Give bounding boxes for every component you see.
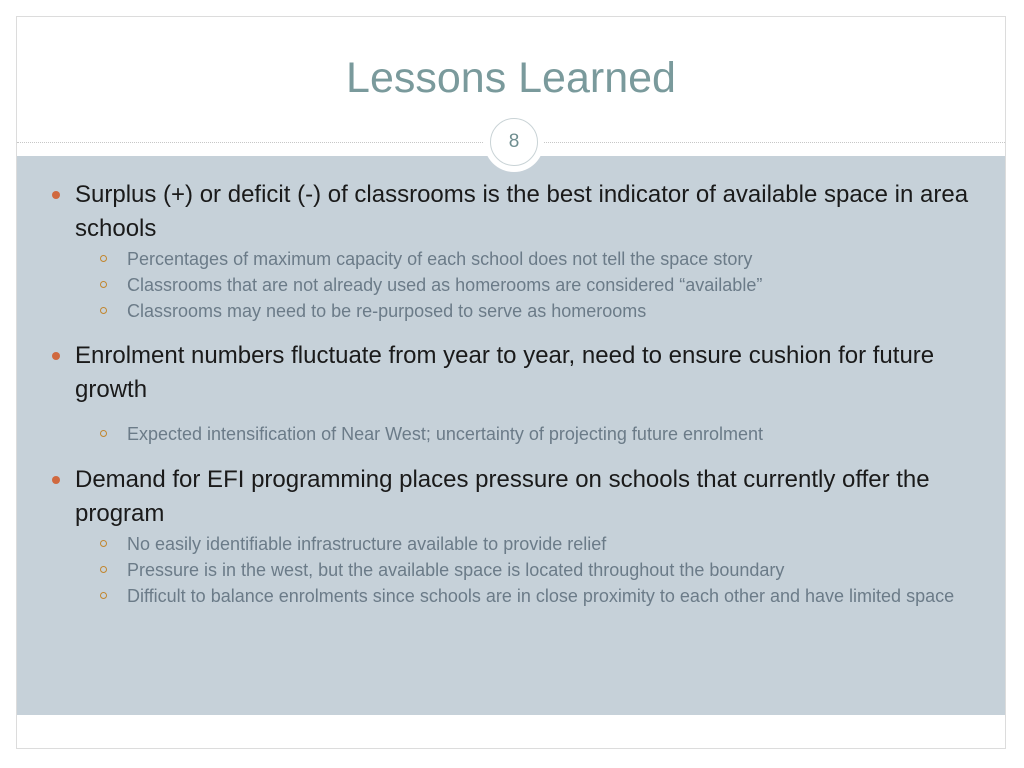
bullet-item <box>17 178 1005 324</box>
circle-bullet-icon <box>100 307 107 314</box>
sub-bullet-item <box>17 583 1005 609</box>
circle-bullet-icon <box>100 592 107 599</box>
sub-bullet-item <box>17 246 1005 272</box>
sub-bullet-item <box>17 531 1005 557</box>
circle-bullet-icon <box>100 281 107 288</box>
sub-bullet-item <box>17 272 1005 298</box>
circle-bullet-icon <box>100 566 107 573</box>
bullet-text: Surplus (+) or deficit (-) of classrooms is the best indicator of available space in area schools <box>75 181 969 242</box>
bullet-dot-icon <box>52 191 60 199</box>
bullet-text-wrap <box>17 178 1005 246</box>
sub-bullet-item <box>17 421 1005 447</box>
slide-title: Lessons Learned <box>346 54 676 102</box>
bullet-item <box>17 463 1005 609</box>
circle-bullet-icon <box>100 430 107 437</box>
bullet-text: Demand for EFI programming places pressure on schools that currently offer the program <box>75 466 930 527</box>
sub-bullet-text: Pressure is in the west, but the available space is located throughout the boundary <box>127 560 785 580</box>
sub-bullet-text: Percentages of maximum capacity of each school does not tell the space story <box>127 249 753 269</box>
bullet-dot-icon <box>52 476 60 484</box>
sub-bullet-list <box>17 421 1005 447</box>
sub-bullet-text: Classrooms that are not already used as homerooms are considered “available” <box>127 275 763 295</box>
sub-bullet-text: No easily identifiable infrastructure available to provide relief <box>127 534 607 554</box>
sub-bullet-item <box>17 557 1005 583</box>
bullet-text: Enrolment numbers fluctuate from year to year, need to ensure cushion for future growth <box>75 342 935 403</box>
bullet-text-wrap <box>17 463 1005 531</box>
circle-bullet-icon <box>100 540 107 547</box>
bullet-item <box>17 339 1005 447</box>
circle-bullet-icon <box>100 255 107 262</box>
sub-bullet-text: Difficult to balance enrolments since schools are in close proximity to each other and have limited space <box>127 586 955 606</box>
page-number: 8 <box>490 118 538 166</box>
sub-bullet-text: Expected intensification of Near West; uncertainty of projecting future enrolment <box>127 424 764 444</box>
sub-bullet-list <box>17 531 1005 609</box>
sub-bullet-text: Classrooms may need to be re-purposed to serve as homerooms <box>127 301 647 321</box>
sub-bullet-list <box>17 246 1005 324</box>
bullet-text-wrap <box>17 339 1005 407</box>
bullet-dot-icon <box>52 352 60 360</box>
sub-bullet-item <box>17 298 1005 324</box>
